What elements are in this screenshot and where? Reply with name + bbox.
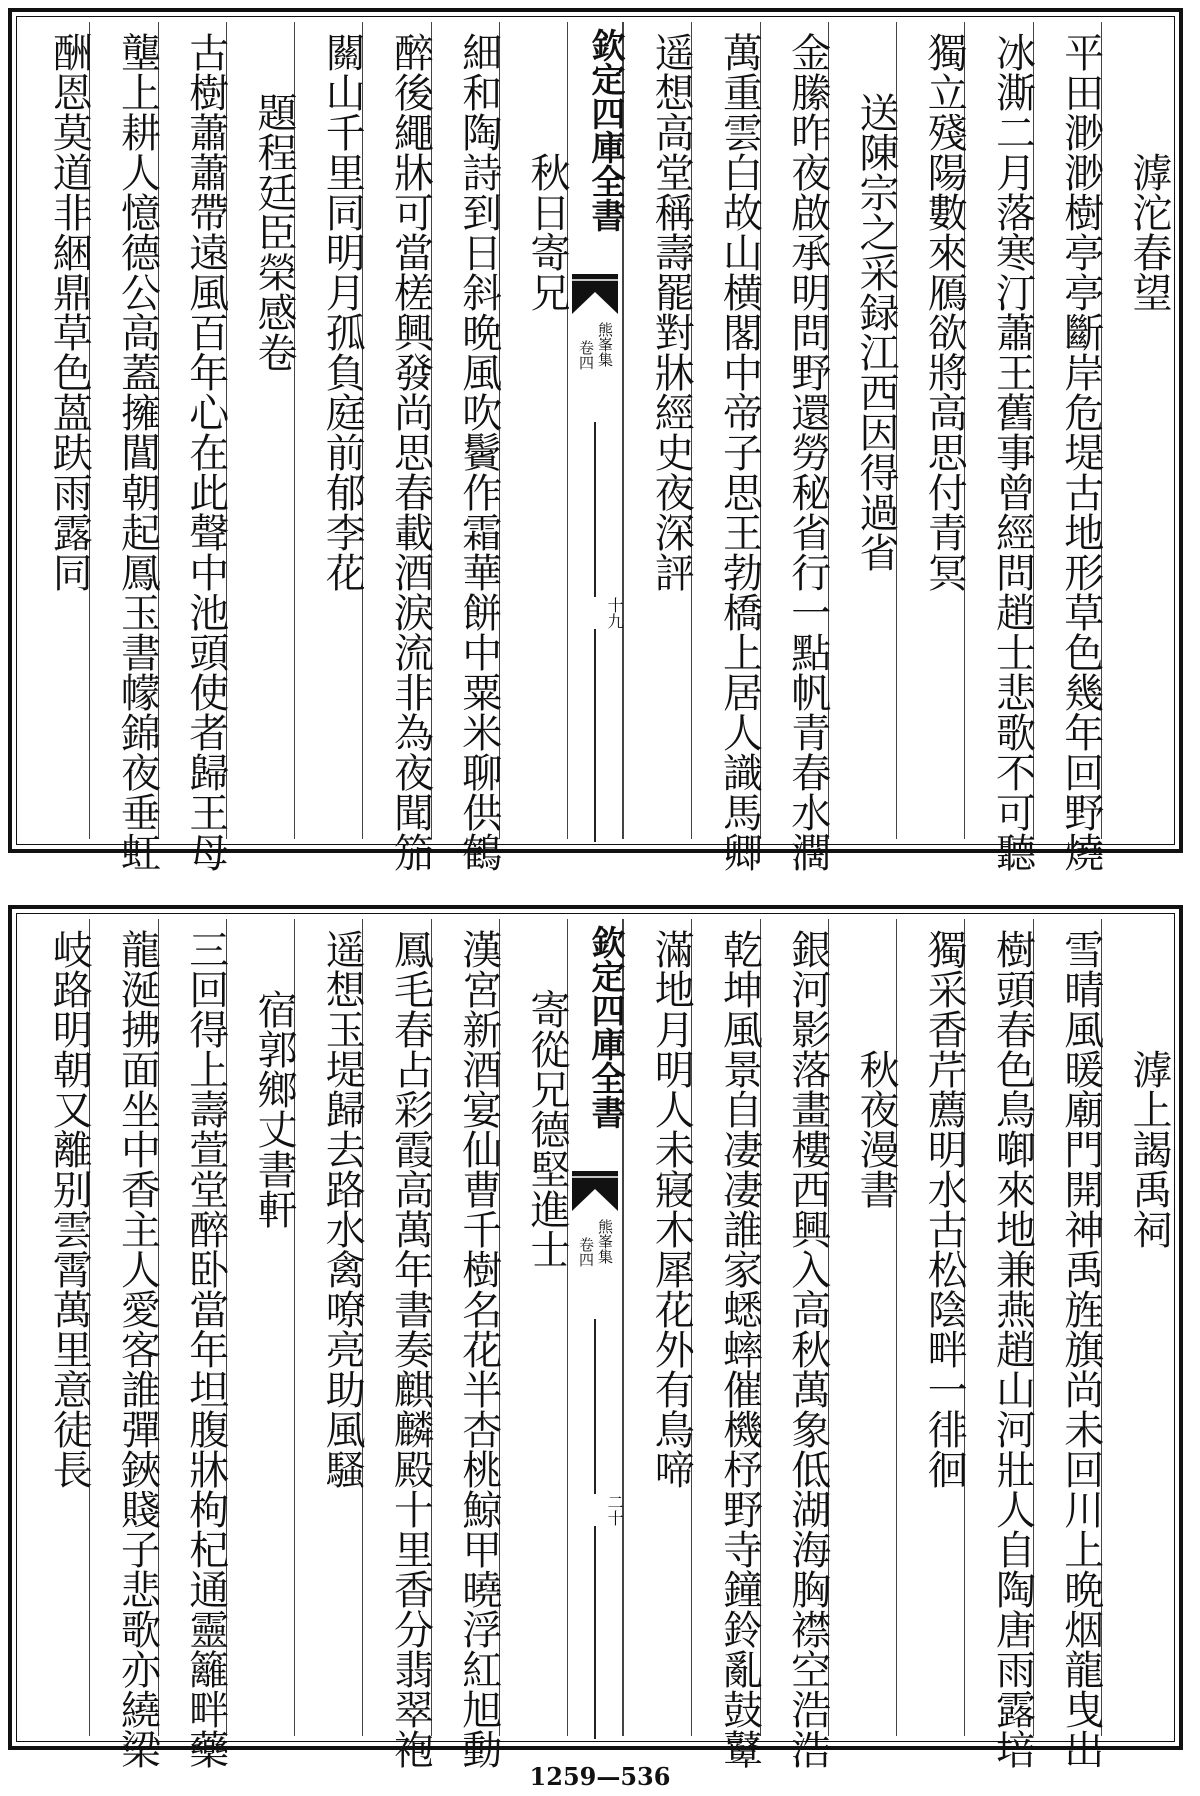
poem-line: 細和陶詩到日斜晩風吹鬢作霜華餅中粟米聊供鶴 <box>455 32 502 872</box>
book-series-title: 欽定四庫全書 <box>585 925 625 1129</box>
poem-line: 雪晴風暖廟門開神禹旌旗尚未回川上晩烟龍曳出 <box>1057 929 1104 1769</box>
upper-page <box>8 8 1183 872</box>
poem-line: 鳳毛春占彩霞高萬年書奏麒麟殿十里香分翡翠袍 <box>387 929 434 1769</box>
center-fold-column <box>567 919 623 1736</box>
poem-line: 遥想玉堤歸去路水禽嘹亮助風騷 <box>319 929 366 1489</box>
book-series-title: 欽定四庫全書 <box>585 28 625 232</box>
poem-text-column <box>1033 919 1104 1769</box>
poem-title: 送陳宗之采録江西因得過省 <box>853 92 899 572</box>
poem-title-column <box>1101 919 1172 1736</box>
poem-line: 冰澌二月落寒汀蕭王舊事曾經問趙士悲歌不可聽 <box>989 32 1036 872</box>
page-number: 1259—536 <box>529 1762 671 1791</box>
folio-number: 二十 <box>568 1494 622 1526</box>
poem-title: 滹沱春望 <box>1126 152 1172 312</box>
poem-text-column <box>896 22 968 839</box>
poem-title: 宿郭鄉丈書軒 <box>251 989 297 1229</box>
poem-title-column <box>828 22 899 839</box>
lower-page-columns <box>22 919 1172 1769</box>
fishtail-mark-icon <box>572 1171 618 1211</box>
poem-text-column <box>158 919 229 1769</box>
poem-line: 獨采香芹薦明水古松陰畔一徘徊 <box>921 929 968 1489</box>
poem-title: 滹上謁禹祠 <box>1126 1049 1172 1249</box>
poem-text-column <box>760 22 831 872</box>
volume-label: 卷四 <box>577 340 595 370</box>
poem-line: 滿地月明人未寢木犀花外有鳥啼 <box>648 929 695 1489</box>
book-subtitle-group <box>568 322 622 370</box>
poem-line: 銀河影落畫樓西興入高秋萬象低湖海胸襟空浩浩 <box>784 929 831 1769</box>
poem-line: 龍涎拂面坐中香主人愛客誰彈鋏賤子悲歌亦繞梁 <box>114 929 161 1769</box>
poem-title: 題程廷臣榮感卷 <box>251 92 297 372</box>
volume-label: 卷四 <box>577 1237 595 1267</box>
poem-text-column <box>760 919 831 1769</box>
poem-text-column <box>431 919 502 1769</box>
lower-page <box>8 905 1183 1769</box>
poem-line: 三回得上壽萱堂醉卧當年坦腹牀枸杞通靈籬畔藥 <box>182 929 229 1769</box>
poem-text-column <box>89 22 161 872</box>
poem-title-column <box>499 22 570 839</box>
book-subtitle-group <box>568 1219 622 1267</box>
poem-line: 漢宮新酒宴仙曹千樹名花半杏桃鯨甲曉浮紅旭動 <box>455 929 502 1769</box>
poem-text-column <box>896 919 968 1736</box>
poem-line: 萬重雲白故山横閣中帝子思王勃橋上居人識馬卿 <box>716 32 763 872</box>
poem-text-column <box>22 22 93 839</box>
poem-text-column <box>158 22 229 872</box>
book-title: 熊峯集 <box>596 1219 614 1264</box>
poem-text-column <box>691 919 763 1769</box>
upper-page-columns <box>22 22 1172 872</box>
poem-text-column <box>623 919 695 1736</box>
poem-text-column <box>22 919 93 1736</box>
poem-line: 壟上耕人憶德公高蓋擁閶朝起鳳玉書幪錦夜垂虹 <box>114 32 161 872</box>
poem-title-column <box>828 919 899 1736</box>
poem-text-column <box>362 919 434 1769</box>
poem-line: 醉後繩牀可當槎興發尚思春載酒淚流非為夜聞笳 <box>387 32 434 872</box>
center-fold-column <box>567 22 623 839</box>
poem-title: 秋日寄兄 <box>524 152 570 312</box>
folio-number: 十九 <box>568 597 622 629</box>
poem-line: 平田渺渺樹亭亭斷岸危堤古地形草色幾年回野燒 <box>1057 32 1104 872</box>
poem-line: 獨立殘陽數來鴈欲將高思付青冥 <box>921 32 968 592</box>
poem-line: 關山千里同明月孤負庭前郁李花 <box>319 32 366 592</box>
poem-text-column <box>89 919 161 1769</box>
book-title: 熊峯集 <box>596 322 614 367</box>
poem-text-column <box>623 22 695 839</box>
poem-line: 酬恩莫道非綑鼎草色蒕趺雨露同 <box>46 32 93 592</box>
poem-line: 樹頭春色鳥啣來地兼燕趙山河壯人自陶唐雨露培 <box>989 929 1036 1769</box>
poem-text-column <box>691 22 763 872</box>
poem-line: 古樹蕭蕭帶遠風百年心在此聲中池頭使者歸王母 <box>182 32 229 872</box>
poem-text-column <box>431 22 502 872</box>
poem-title-column <box>1101 22 1172 839</box>
poem-line: 金縢昨夜啟承明問野還勞秘省行一點帆青春水濶 <box>784 32 831 872</box>
poem-text-column <box>362 22 434 872</box>
poem-text-column <box>294 22 366 839</box>
poem-text-column <box>964 22 1036 872</box>
poem-text-column <box>1033 22 1104 872</box>
center-rule <box>594 1319 596 1739</box>
poem-text-column <box>294 919 366 1736</box>
center-rule <box>594 422 596 842</box>
poem-title-column <box>226 22 297 839</box>
poem-title: 秋夜漫書 <box>853 1049 899 1209</box>
poem-title-column <box>226 919 297 1736</box>
poem-line: 乾坤風景自凄凄誰家蟋蟀催機杼野寺鐘鈴亂鼓鼙 <box>716 929 763 1769</box>
fishtail-mark-icon <box>572 274 618 314</box>
poem-title: 寄從兄德堅進士 <box>524 989 570 1269</box>
poem-title-column <box>499 919 570 1736</box>
poem-line: 岐路明朝又離别雲霄萬里意徒長 <box>46 929 93 1489</box>
poem-text-column <box>964 919 1036 1769</box>
poem-line: 遥想高堂稱壽罷對牀經史夜深評 <box>648 32 695 592</box>
